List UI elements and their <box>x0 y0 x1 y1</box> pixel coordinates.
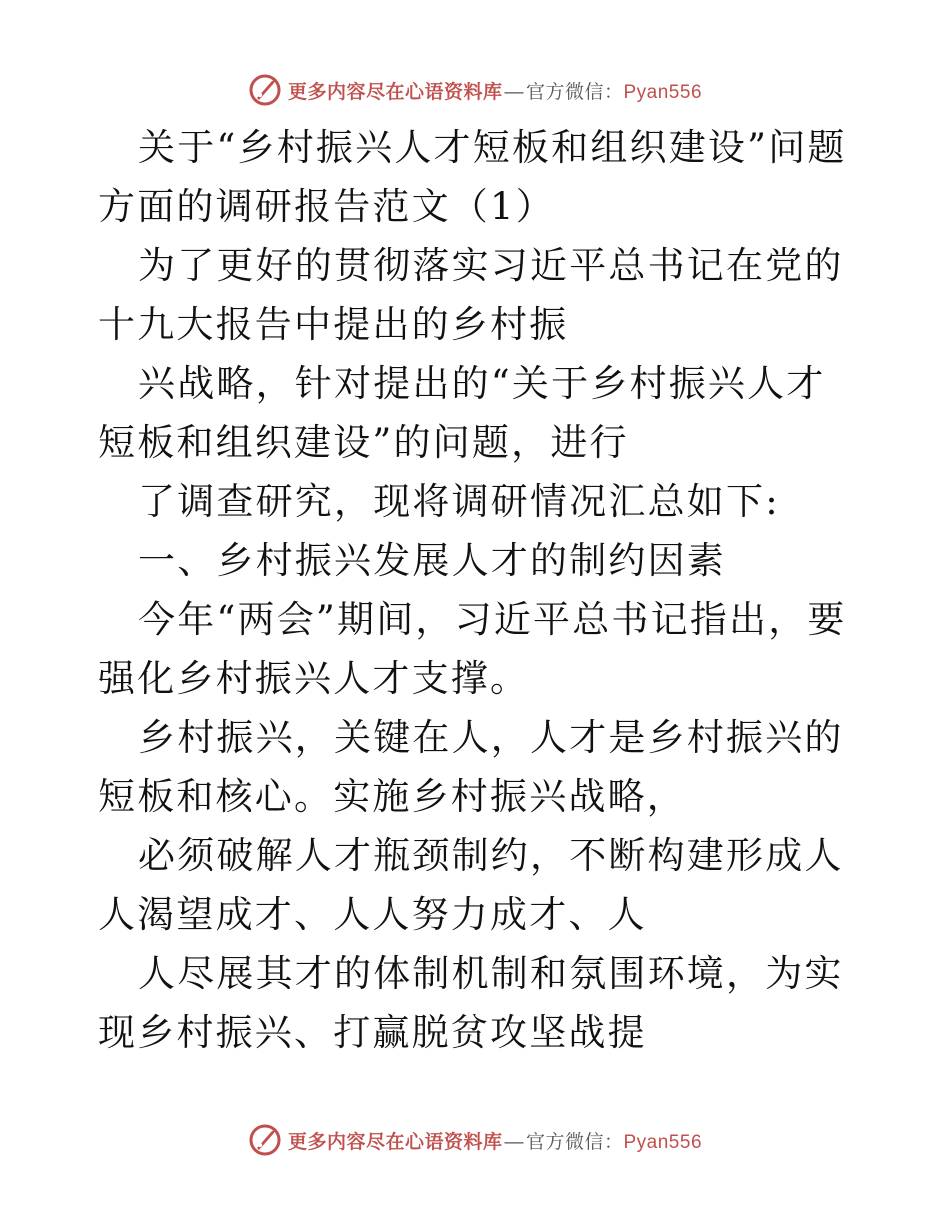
paragraph: 为了更好的贯彻落实习近平总书记在党的十九大报告中提出的乡村振 <box>98 244 844 346</box>
watermark-text <box>288 77 702 104</box>
watermark-wechat-label: 官方微信： <box>525 81 624 103</box>
watermark-main: 更多内容尽在心语资料库 <box>287 81 503 103</box>
watermark-main: 更多内容尽在心语资料库 <box>287 1131 503 1153</box>
watermark-wechat-id: Pyan556 <box>623 1131 703 1153</box>
footer-watermark <box>0 1120 950 1160</box>
watermark-wechat-id: Pyan556 <box>623 81 703 103</box>
paragraph: 人尽展其才的体制机制和氛围环境，为实现乡村振兴、打赢脱贫攻坚战提 <box>98 952 844 1054</box>
paragraph: 必须破解人才瓶颈制约，不断构建形成人人渴望成才、人人努力成才、人 <box>98 834 844 936</box>
watermark-separator: — <box>504 1131 524 1153</box>
section-heading: 一、乡村振兴发展人才的制约因素 <box>138 539 726 582</box>
watermark-wechat-label: 官方微信： <box>525 1131 624 1153</box>
header-watermark <box>0 70 950 110</box>
document-body <box>98 118 852 1062</box>
quill-logo-icon <box>248 1123 282 1157</box>
paragraph: 兴战略，针对提出的“关于乡村振兴人才短板和组织建设”的问题，进行 <box>98 362 826 464</box>
paragraph: 今年“两会”期间，习近平总书记指出，要强化乡村振兴人才支撑。 <box>98 598 847 700</box>
paragraph: 乡村振兴，关键在人，人才是乡村振兴的短板和核心。实施乡村振兴战略， <box>98 716 844 818</box>
watermark-separator: — <box>504 81 524 103</box>
paragraph: 了调查研究，现将调研情况汇总如下: <box>138 480 780 523</box>
quill-logo-icon <box>248 73 282 107</box>
document-title: 关于“乡村振兴人才短板和组织建设”问题方面的调研报告范文（1） <box>98 126 847 228</box>
watermark-text <box>288 1127 702 1154</box>
